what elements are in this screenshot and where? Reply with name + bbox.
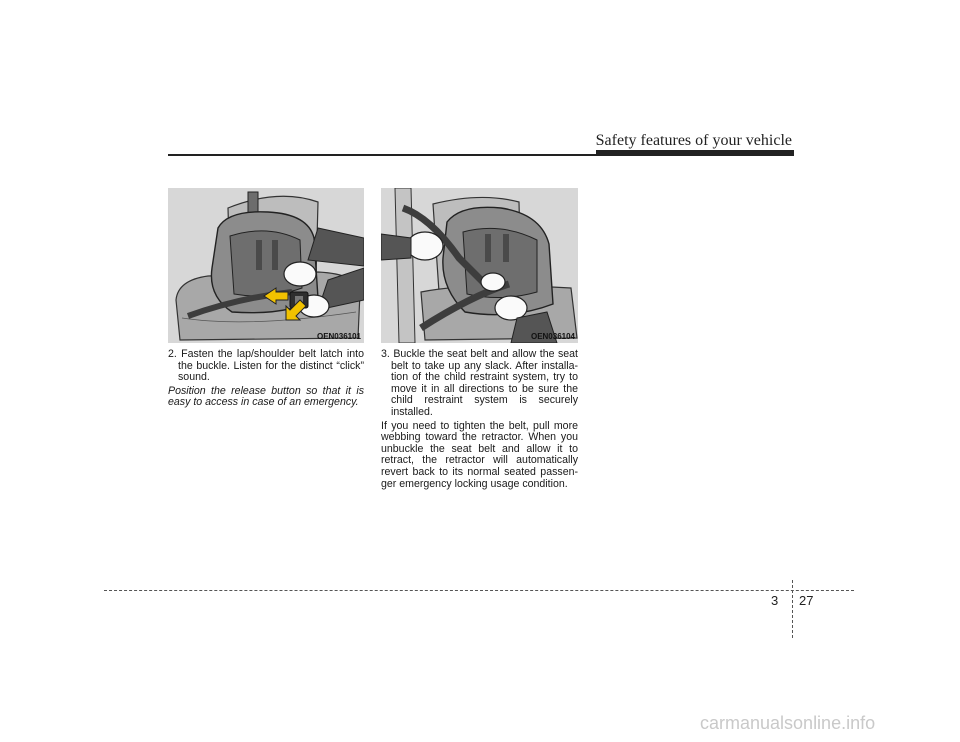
- figure-tighten-belt: [381, 188, 578, 343]
- figure-code: OEN036101: [316, 332, 361, 341]
- figure-code: OEN036104: [530, 332, 575, 341]
- belt-tighten-illustration: [381, 188, 578, 343]
- child-seat-buckle-illustration: [168, 188, 364, 343]
- footer-divider: [792, 580, 793, 638]
- step-2-text: 2. Fasten the lap/shoulder belt latch into the buckle. Listen for the distinct “click” sound.: [168, 348, 364, 384]
- step-3-text: 3. Buckle the seat belt and allow the seat belt to take up any slack. After installa-tion of the child restraint system, try to move it in all directions to be sure the child restraint system is securely installed.: [381, 348, 578, 418]
- column-2-text: [381, 349, 578, 490]
- footer-rule: [104, 590, 854, 591]
- figure-fasten-buckle: [168, 188, 364, 343]
- column-1-text: [168, 349, 364, 409]
- page-number: 27: [799, 593, 814, 608]
- section-header-title: Safety features of your vehicle: [595, 132, 792, 149]
- watermark: carmanualsonline.info: [700, 713, 876, 733]
- release-button-note: Position the release button so that it is easy to access in case of an emergency.: [168, 384, 364, 409]
- section-number: 3: [771, 593, 779, 608]
- tighten-belt-paragraph: If you need to tighten the belt, pull more webbing toward the retractor. When you unbuckle the seat belt and allow it to retract, the retractor will automatically revert back to its normal seated passen-ger emergency locking usage condition.: [381, 419, 578, 490]
- header-rule-thick: [596, 150, 794, 156]
